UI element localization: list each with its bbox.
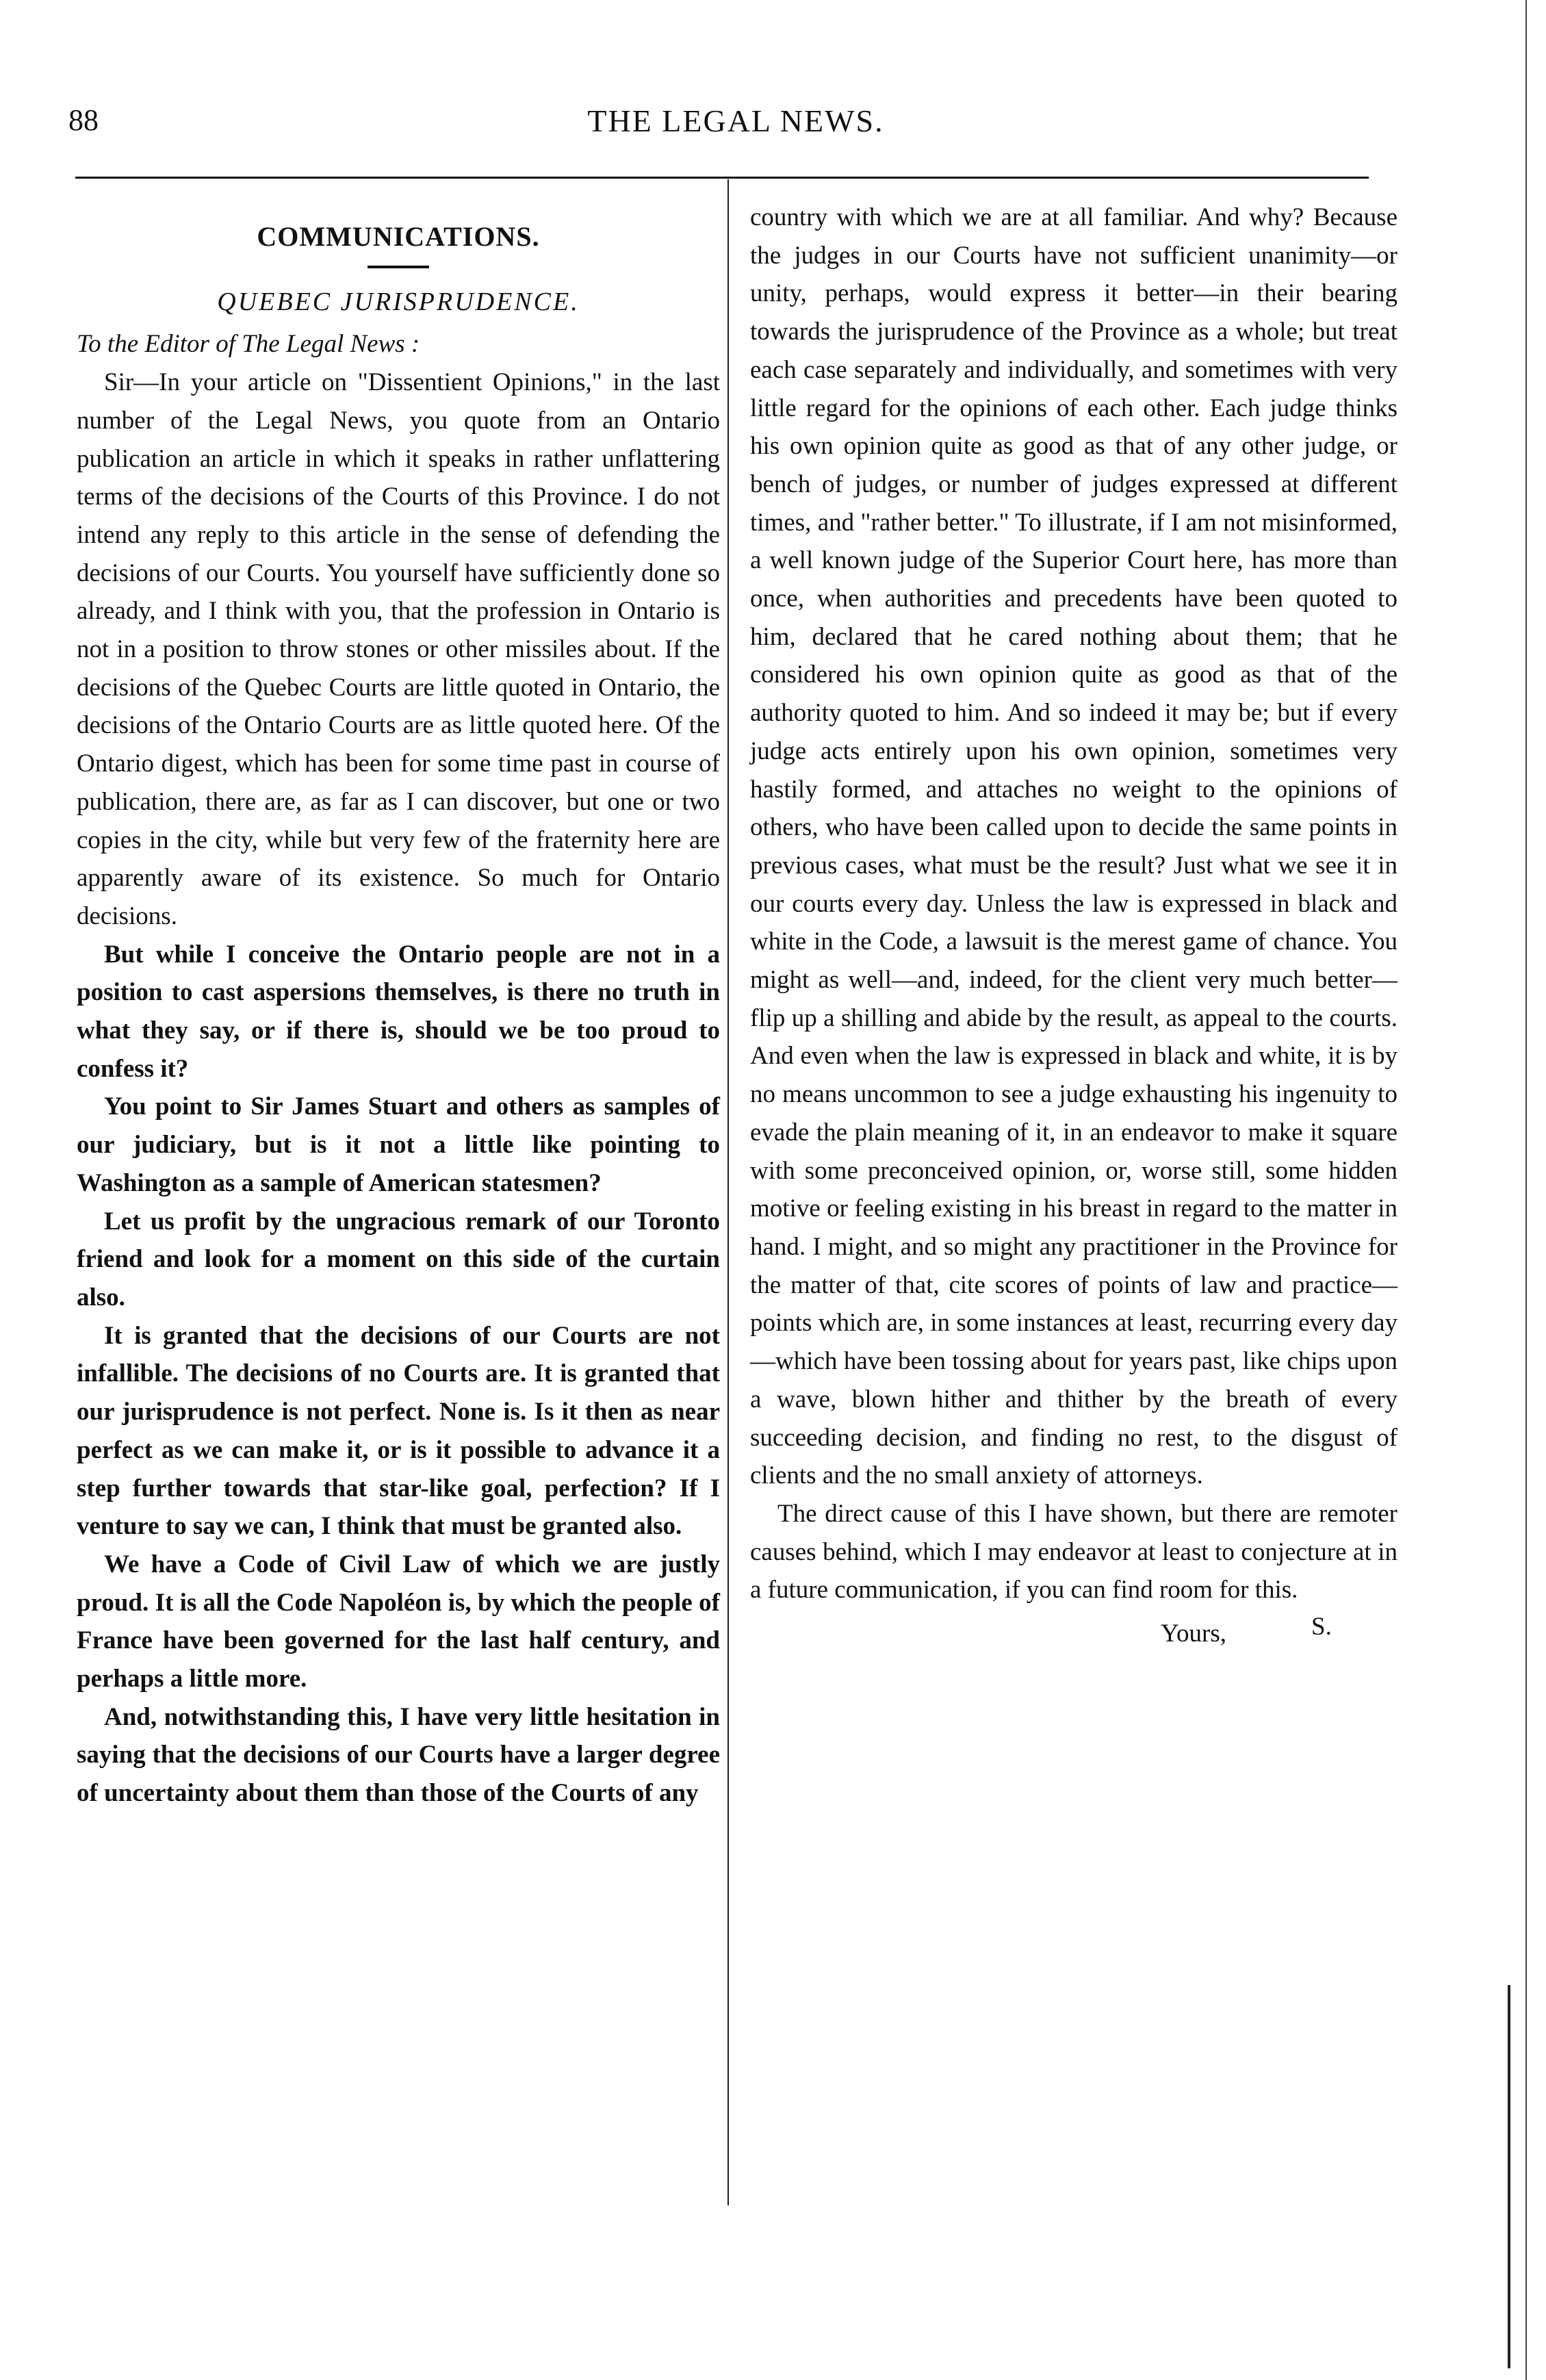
paragraph: The direct cause of this I have shown, but there are remoter causes behind, which I may endeavor at least to conjecture at in a future communication, if you can find room for this. [750,1499,1397,1604]
column-divider [727,179,729,2205]
page-header [68,103,1403,151]
publication-title: THE LEGAL NEWS. [587,103,884,138]
section-heading: COMMUNICATIONS. [257,221,540,252]
right-column [750,199,1397,1656]
paragraph: You point to Sir James Stuart and others as samples of our judiciary, but is it not a little like pointing to Washington as a sample of American statesmen? [77,1092,720,1197]
paragraph: And, notwithstanding this, I have very little hesitation in saying that the decisions of our Courts have a larger degree of uncertainty about them than those of the Courts of any [77,1702,720,1808]
paragraph: Sir—In your article on "Dissentient Opinions," in the last number of the Legal News, you quote from an Ontario publication an article in which it speaks in rather unflattering terms of the decisions of the Courts of this Province. I do not intend any reply to this article in the sense of defending the decisions of our Courts. You yourself have sufficiently done so already, and I think with you, that the profession in Ontario is not in a position to throw stones or other missiles about. If the decisions of the Quebec Courts are little quoted in Ontario, the decisions of the Ontario Courts are as little quoted here. Of the Ontario digest, which has been for some time past in course of publication, there are, as far as I can discover, but one or two copies in the city, while but very few of the fraternity here are apparently aware of its existence. So much for Ontario decisions. [77,368,720,930]
heading-rule [368,266,429,268]
signature: S. [1311,1613,1332,1641]
left-column [77,218,720,1813]
page-edge-shadow [1508,1985,1510,2368]
article-title: QUEBEC JURISPRUDENCE. [217,287,580,316]
page-number: 88 [68,103,99,137]
paragraph: country with which we are at all familiar. And why? Because the judges in our Courts have not sufficient unanimity—or unity, perhaps, would express it better—in their bearing towards the jurisprudence of the Province as a whole; but treat each case separately and individually, and sometimes with very little regard for the opinions of each other. Each judge thinks his own opinion quite as good as that of any other judge, or bench of judges, or number of judges expressed at different times, and "rather better." To illustrate, if I am not misinformed, a well known judge of the Superior Court here, has more than once, when authorities and precedents have been quoted to him, declared that he cared nothing about them; that he considered his own opinion quite as good as that of the authority quoted to him. And so indeed it may be; but if every judge acts entirely upon his own opinion, sometimes very hastily formed, and attaches no weight to the opinions of others, who have been called upon to decide the same points in previous cases, what must be the result? Just what we see it in our courts every day. Unless the law is expressed in black and white in the Code, a lawsuit is the merest game of chance. You might as well—and, indeed, for the client very much better—flip up a shilling and abide by the result, as appeal to the courts. And even when the law is expressed in black and white, it is by no means uncommon to see a judge exhausting his ingenuity to evade the plain meaning of it, in an endeavor to make it square with some preconceived opinion, or, worse still, some hidden motive or feeling existing in his breast in regard to the matter in hand. I might, and so might any practitioner in the Province for the matter of that, cite scores of points of law and practice—points which are, in some instances at least, recurring every day—which have been tossing about for years past, like chips upon a wave, blown hither and thither by the breath of every succeeding decision, and finding no rest, to the disgust of clients and the no small anxiety of attorneys. [750,203,1397,1490]
closing: Yours, [1161,1620,1226,1648]
paragraph: We have a Code of Civil Law of which we are justly proud. It is all the Code Napoléon is, by which the people of France have been governed for the last half century, and perhaps a little more. [77,1550,720,1693]
header-rule [75,177,1369,179]
paragraph: But while I conceive the Ontario people are not in a position to cast aspersions themselves, is there no truth in what they say, or if there is, should we be too proud to confess it? [77,940,720,1083]
paragraph: Let us profit by the ungracious remark of our Toronto friend and look for a moment on this side of the curtain also. [77,1207,720,1311]
page-edge-line [1525,0,1527,2380]
paragraph: It is granted that the decisions of our Courts are not infallible. The decisions of no Courts are. It is granted that our jurisprudence is not perfect. None is. Is it then as near perfect as we can make it, or is it possible to advance it a step further towards that star-like goal, perfection? If I venture to say we can, I think that must be granted also. [77,1321,720,1541]
signoff [750,1615,1397,1656]
salutation: To the Editor of The Legal News : [77,330,420,359]
